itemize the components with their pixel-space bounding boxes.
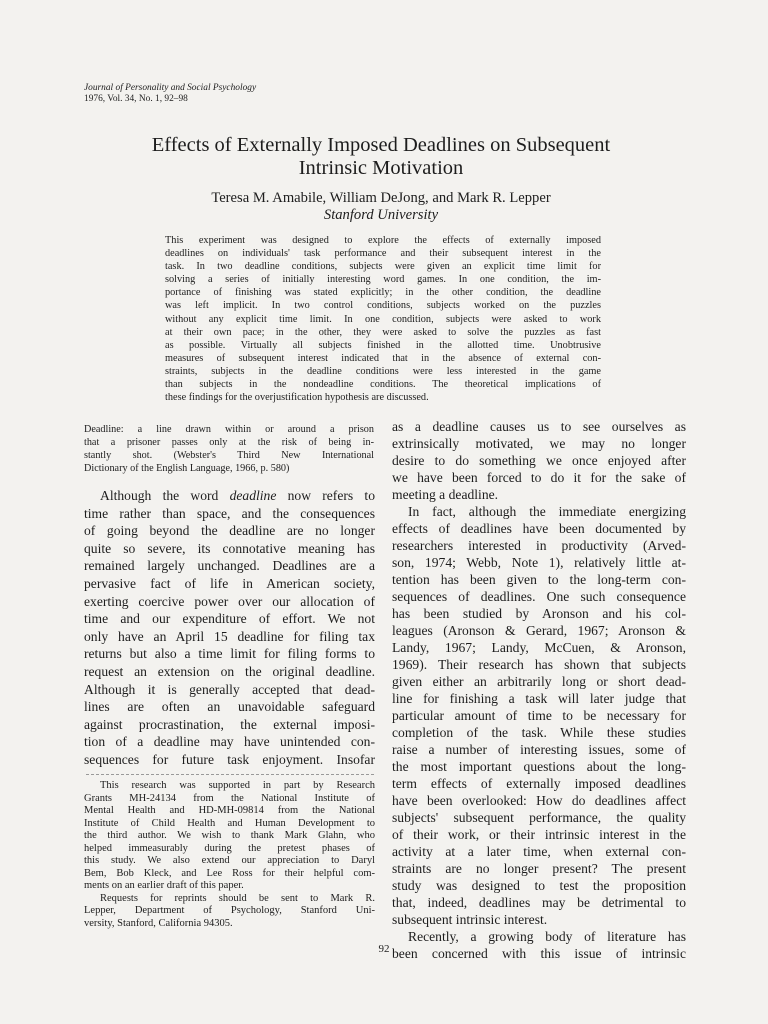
body-line: sequences for future task enjoyment. Insofar: [84, 751, 375, 767]
body-line: completion of the task. While these studies: [392, 725, 686, 740]
epigraph-line: Deadline: a line drawn within or around a prison: [84, 424, 374, 435]
abstract-line: at their own pace; in the other, they were asked to solve the puzzles as fast: [165, 326, 601, 338]
body-line: son, 1974; Webb, Note 1), relatively little at-: [392, 555, 686, 570]
body-line: raise a number of interesting issues, some of: [392, 742, 686, 757]
epigraph-line: that a prisoner passes only at the risk of being in-: [84, 437, 374, 449]
footnote-line: versity, Stanford, California 94305.: [84, 917, 233, 929]
abstract-line: straints, subjects in the deadline conditions were less interested in the game: [165, 365, 601, 377]
epigraph-line: Dictionary of the English Language, 1966, p. 580): [84, 463, 290, 475]
abstract-line: than subjects in the nondeadline conditions. The theoretical implications of: [165, 379, 601, 391]
epigraph: [84, 423, 374, 475]
footnote-line: This research was supported in part by Research: [100, 780, 375, 791]
body-line: desire to do something we once enjoyed after: [392, 453, 686, 468]
journal-name: Journal of Personality and Social Psychology: [84, 83, 257, 93]
body-line: study was designed to test the proposition: [392, 878, 686, 893]
body-line: term effects of externally imposed deadlines: [392, 776, 686, 791]
abstract-line: was left implicit. In two control conditions, subjects worked on the puzzles: [165, 300, 601, 312]
body-line: request an extension on the original deadline.: [84, 663, 375, 679]
body-line: the most important questions about the long-: [392, 759, 686, 774]
footnote-line: Mental Health and HD-MH-09814 from the National: [84, 805, 375, 816]
body-line: as a deadline causes us to see ourselves as: [392, 419, 686, 434]
abstract-line: deadlines on individuals' task performance and their subsequent interest in the: [165, 248, 601, 260]
body-line: extrinsically motivated, we may no longer: [392, 436, 686, 451]
body-line: quite so severe, its connotative meaning has: [84, 540, 375, 556]
body-line: have been overlooked: How do deadlines affect: [392, 793, 686, 808]
body-line: returns but also a time limit for filing forms to: [84, 646, 375, 662]
body-line: lines are often an unavoidable safeguard: [84, 699, 375, 715]
body-line: effects of deadlines have been documented by: [392, 521, 686, 536]
footnote-line: Institute of Child Health and Human Development to: [84, 817, 375, 829]
body-line: subjects' subsequent performance, the quality: [392, 810, 686, 825]
footnote-line: the third author. We wish to thank Mark Glahn, who: [84, 830, 375, 841]
abstract-line: solving a series of initially interesting word games. In one condition, the im-: [165, 274, 601, 286]
author-block: [90, 190, 672, 224]
body-line: In fact, although the immediate energizing: [408, 504, 686, 519]
body-line: Landy, 1967; Landy, McCuen, & Aronson,: [392, 640, 686, 655]
abstract-line: task. In two deadline conditions, subjects were given an explicit time limit for: [165, 261, 601, 273]
author-affiliation: Stanford University: [323, 207, 439, 223]
body-line: exerting coercive power over our allocation of: [84, 593, 375, 609]
body-line: researchers interested in productivity (Arved-: [392, 538, 686, 553]
body-line: been concerned with this issue of intrinsic: [392, 946, 686, 961]
footnote-line: helped immeasurably during the pretest phases of: [84, 842, 375, 854]
body-line: leagues (Aronson & Gerard, 1967; Aronson &: [392, 623, 686, 638]
body-line: activity at a later time, when external con-: [392, 844, 686, 859]
body-text: now refers to: [276, 488, 375, 503]
footnote-line: ments on an earlier draft of this paper.: [84, 880, 244, 891]
abstract: [165, 234, 601, 404]
body-line: line for finishing a task will later judge that: [392, 691, 686, 706]
body-line: remained largely unchanged. Deadlines are a: [84, 558, 375, 574]
body-line: particular amount of time to be necessary for: [392, 708, 686, 723]
body-line: meeting a deadline.: [392, 487, 499, 502]
body-line: of going beyond the deadline are no longer: [84, 523, 375, 539]
title-line-2: Intrinsic Motivation: [298, 157, 464, 179]
abstract-line: measures of subsequent interest indicated that in the absence of external con-: [165, 352, 601, 364]
abstract-line: portance of finishing was stated explicitly; in the other condition, the deadline: [165, 287, 601, 299]
body-line: tention has been given to the long-term con-: [392, 572, 686, 587]
paper-title: [90, 134, 672, 180]
body-line: subsequent intrinsic interest.: [392, 912, 548, 927]
page-number: 92: [378, 943, 390, 955]
footnote-line: Bem, Bob Kleck, and Lee Ross for their helpful com-: [84, 867, 375, 879]
footnote-line: Lepper, Department of Psychology, Stanford Uni-: [84, 905, 375, 916]
body-line: Although it is generally accepted that dead-: [84, 681, 375, 697]
footnote-line: Grants MH-24134 from the National Institute of: [84, 792, 375, 804]
body-line: Recently, a growing body of literature has: [408, 929, 686, 944]
body-line: tion of a deadline may have unintended con-: [84, 734, 375, 750]
body-line: given either an arbitrarily long or short dead-: [392, 674, 686, 689]
epigraph-line: stantly shot. (Webster's Third New International: [84, 450, 374, 462]
body-line: of their work, or their intrinsic interest in the: [392, 827, 686, 842]
footnote-divider: [86, 774, 374, 775]
body-line: that, indeed, deadlines may be detrimental to: [392, 895, 686, 910]
left-column-body: [84, 487, 375, 769]
italic-term: deadline: [229, 488, 277, 503]
abstract-line: This experiment was designed to explore the effects of externally imposed: [165, 235, 601, 246]
body-text: Although the word: [100, 488, 230, 503]
body-line: sequences of deadlines. One such consequence: [392, 589, 686, 604]
abstract-line: these findings for the overjustification hypothesis are discussed.: [165, 392, 429, 404]
journal-volume: 1976, Vol. 34, No. 1, 92–98: [84, 94, 188, 104]
footnote-line: Requests for reprints should be sent to Mark R.: [100, 892, 375, 904]
body-line: against procrastination, the external imposi-: [84, 716, 375, 732]
right-column-body: [392, 418, 686, 962]
body-line: time and our expenditure of effort. We not: [84, 611, 375, 627]
abstract-line: as possible. Virtually all subjects finished in the allotted time. Unobtrusive: [165, 339, 601, 351]
author-names: Teresa M. Amabile, William DeJong, and Mark R. Lepper: [211, 190, 551, 206]
body-line: pervasive fact of life in American society,: [84, 575, 375, 591]
abstract-line: without any explicit time limit. In one condition, subjects were asked to work: [165, 313, 601, 325]
body-line: only have an April 15 deadline for filing tax: [84, 628, 375, 644]
body-line: 1969). Their research has shown that subjects: [392, 657, 686, 672]
body-line: has been studied by Aronson and his col-: [392, 606, 686, 621]
body-line-first: [84, 487, 375, 505]
body-line: straints are no longer present? The present: [392, 861, 686, 876]
footnote: [84, 780, 375, 930]
title-line-1: Effects of Externally Imposed Deadlines on Subsequent: [151, 134, 611, 156]
footnote-line: this study. We also extend our appreciation to Daryl: [84, 855, 375, 866]
journal-citation: [84, 83, 256, 105]
body-line: we have been forced to do it for the sake of: [392, 470, 686, 485]
body-line: time rather than space, and the consequences: [84, 505, 375, 521]
